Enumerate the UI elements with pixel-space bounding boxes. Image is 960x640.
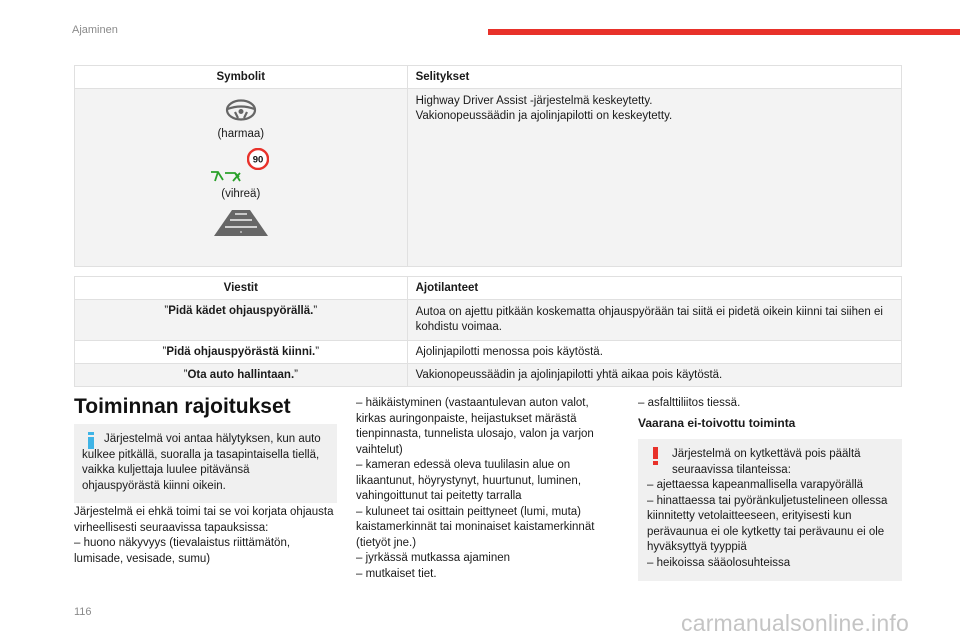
column-3-text <box>638 396 902 412</box>
list-item: – asfalttiliitos tiessä. <box>638 397 741 409</box>
info-box <box>74 424 337 503</box>
header-section-title: Ajaminen <box>72 24 118 36</box>
list-item: – ajettaessa kapeanmallisella varapyörällä <box>647 479 864 491</box>
situation-cell: Ajolinjapilotti menossa pois käytöstä. <box>407 341 901 364</box>
column-header-messages: Viestit <box>75 277 408 300</box>
message-cell <box>75 300 408 341</box>
explanation-line: Highway Driver Assist -järjestelmä keskeytetty. <box>415 95 653 107</box>
section-title: Toiminnan rajoitukset <box>74 395 291 418</box>
table-row <box>75 300 902 341</box>
quote-close: ” <box>315 346 320 358</box>
list-item: – kuluneet tai osittain peittyneet (lumi, muta) kaistamerkinnät tai moninaiset kaistamerkinnät (tietyöt jne.) <box>356 505 595 549</box>
symbols-cell <box>75 89 408 267</box>
list-item: – mutkaiset tiet. <box>356 567 437 580</box>
page-number: 116 <box>74 606 92 618</box>
info-text: Järjestelmä voi antaa hälytyksen, kun auto kulkee pitkällä, suoralla ja tasapintaisella tiellä, vaikka kuljettaja luulee pitävänsä ohjauspyörästä kiinni oikein. <box>82 433 321 492</box>
paragraph: Järjestelmä ei ehkä toimi tai se voi korjata ohjausta virheellisesti seuraavissa tapauksissa: <box>74 506 334 534</box>
table-header-row <box>75 66 902 89</box>
explanation-line: Vakionopeussäädin ja ajolinjapilotti on keskeytetty. <box>415 110 673 122</box>
symbols-table <box>74 65 902 267</box>
warning-title: Vaarana ei-toivottu toiminta <box>638 416 796 430</box>
list-item: – heikoissa sääolosuhteissa <box>647 556 791 569</box>
quote-close: ” <box>313 305 318 317</box>
speed-limit-value: 90 <box>252 154 264 166</box>
column-2-text <box>356 396 620 582</box>
column-header-situations: Ajotilanteet <box>407 277 901 300</box>
column-header-explanations: Selitykset <box>407 66 901 89</box>
column-1-text <box>74 505 338 567</box>
message-text: Pidä ohjauspyörästä kiinni. <box>166 346 316 358</box>
messages-table <box>74 276 902 387</box>
column-header-symbols: Symbolit <box>75 66 408 89</box>
watermark: carmanualsonline.info <box>681 610 909 636</box>
quote-open: ” <box>183 369 188 381</box>
table-row <box>75 364 902 387</box>
speed-limit-icon <box>247 148 269 170</box>
message-text: Pidä kädet ohjauspyörällä. <box>168 305 314 317</box>
list-item: – hinattaessa tai pyöränkuljetustelineen ollessa kiinnitetty vetolaitteeseen, erityisesti kun perävaunua ei ole kytketty tai perävaunu ei ole hyväksyttyä tyyppiä <box>647 494 888 553</box>
list-item: – huono näkyvyys (tievalaistus riittämätön, lumisade, vesisade, sumu) <box>74 537 291 565</box>
info-icon <box>88 432 96 449</box>
list-item: – häikäistyminen (vastaantulevan auton valot, kirkas auringonpaiste, heijastukset märästä tienpinnasta, tunnelista ulosajo, valon ja varjon vaihtelut) <box>356 397 594 456</box>
message-cell <box>75 364 408 387</box>
situation-cell: Vakionopeussäädin ja ajolinjapilotti yhtä aikaa pois käytöstä. <box>407 364 901 387</box>
steering-wheel-icon <box>224 98 258 122</box>
warning-box <box>638 439 902 581</box>
table-header-row <box>75 277 902 300</box>
lane-centering-icon <box>209 169 243 185</box>
quote-open: ” <box>162 346 167 358</box>
situation-cell: Autoa on ajettu pitkään koskematta ohjauspyörään tai siitä ei pidetä oikein kiinni tai siihen ei kohdistu voimaa. <box>407 300 901 341</box>
quote-open: ” <box>164 305 169 317</box>
header-accent-bar <box>488 29 960 35</box>
warning-icon <box>652 447 660 465</box>
list-item: – kameran edessä oleva tuulilasin alue on likaantunut, höyrystynyt, huurtunut, luminen, vahingoittunut tai peitetty tarralla <box>356 459 582 502</box>
list-item: – jyrkässä mutkassa ajaminen <box>356 552 511 564</box>
lane-road-icon <box>212 208 270 238</box>
warning-lead: Järjestelmä on kytkettävä pois päältä seuraavissa tilanteissa: <box>672 448 861 476</box>
quote-close: ” <box>294 369 298 381</box>
message-cell <box>75 341 408 364</box>
table-row <box>75 89 902 267</box>
table-row <box>75 341 902 364</box>
explanation-cell <box>407 89 901 267</box>
message-text: Ota auto hallintaan. <box>187 369 295 381</box>
symbol-caption-green: (vihreä) <box>221 188 261 200</box>
symbol-caption-grey: (harmaa) <box>217 128 265 140</box>
